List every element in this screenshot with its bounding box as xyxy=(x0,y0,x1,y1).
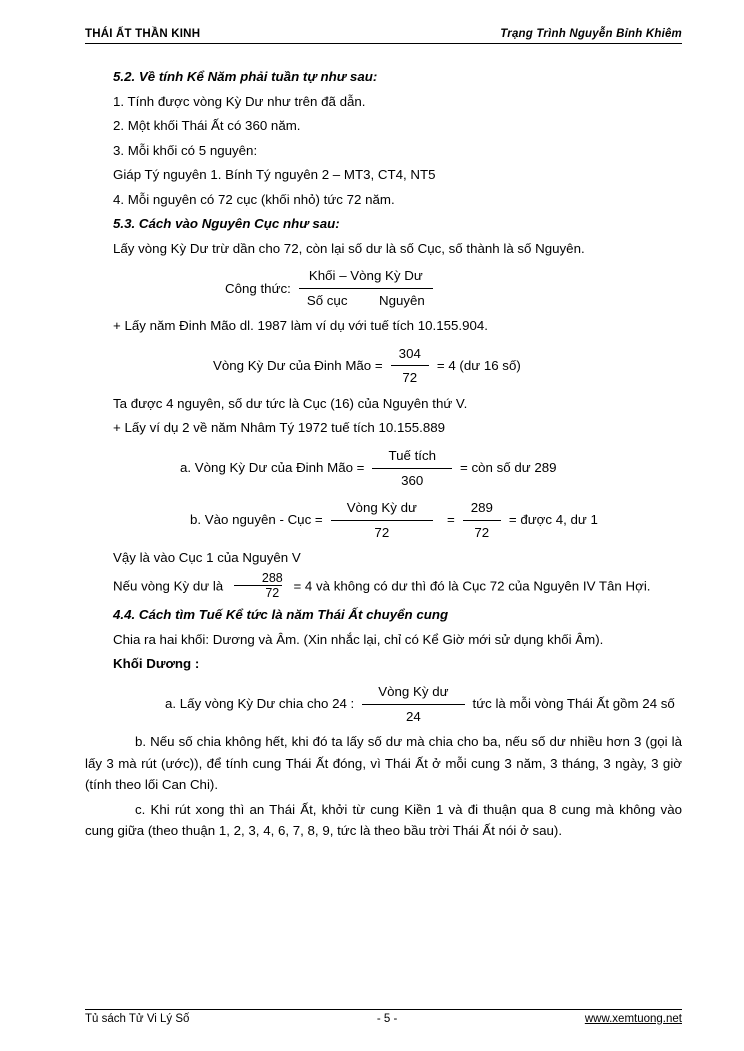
fraction-304-72 xyxy=(391,343,429,389)
heading-khoi-duong: Khối Dương : xyxy=(113,656,200,672)
fraction-khoi-vong-ky-du xyxy=(299,265,433,311)
paragraph-neu-vong-ky-du xyxy=(85,572,682,602)
fraction-denominator: 72 xyxy=(331,520,433,544)
fraction-denominator: 72 xyxy=(463,520,501,544)
fraction-denominator: 360 xyxy=(372,468,452,492)
paragraph-lay-vong-ky-du: Lấy vòng Kỳ Dư trừ dần cho 72, còn lại số dư là số Cục, số thành là số Nguyên. xyxy=(113,240,585,256)
sentence-equals: = 4 xyxy=(293,578,313,594)
footer-divider xyxy=(85,1009,682,1010)
formula-cong-thuc xyxy=(85,265,682,311)
formula-result-text: = 4 (dư 16 số) xyxy=(436,358,521,374)
paragraph-chia-ra-hai-khoi: Chia ra hai khối: Dương và Âm. (Xin nhắc lại, chỉ có Kể Giờ mới sử dụng khối Âm). xyxy=(113,631,604,647)
fraction-289-72 xyxy=(463,497,501,543)
sentence-lead: Nếu vòng Kỳ dư là xyxy=(113,578,224,594)
header-divider xyxy=(85,43,682,44)
fraction-denominator: 72 xyxy=(234,585,282,600)
paragraph-c-khi-rut-xong: c. Khi rút xong thì an Thái Ất, khởi từ cung Kiền 1 và đi thuận qua 8 cung mà không vào cung giữa (theo thuận 1, 2, 3, 4, 6, 7, 8, 9, tức là theo bầu trời Thái Ất nói ở sau). xyxy=(85,801,682,839)
formula-result-text: = được 4, dư 1 xyxy=(508,512,598,528)
fraction-vong-ky-du-24 xyxy=(362,681,464,727)
paragraph-vay-la-vao-cuc-1: Vậy là vào Cục 1 của Nguyên V xyxy=(113,550,301,566)
fraction-numerator: Tuế tích xyxy=(388,447,436,463)
sentence-tail: và không có dư thì đó là Cục 72 của Nguyên IV Tân Hợi. xyxy=(316,578,651,594)
formula-a-lay-vong-ky-du-24 xyxy=(85,681,682,727)
heading-5-3: 5.3. Cách vào Nguyên Cục như sau: xyxy=(113,216,340,232)
denominator-right: Nguyên xyxy=(378,292,425,308)
list-item-3: 3. Mỗi khối có 5 nguyên: xyxy=(113,142,258,158)
fraction-numerator: 288 xyxy=(261,570,283,585)
list-item-1: 1. Tính được vòng Kỳ Dư như trên đã dẫn. xyxy=(113,93,366,109)
formula-lead-text: b. Vào nguyên - Cục = xyxy=(190,512,323,528)
header-right-title: Trạng Trình Nguyễn Bỉnh Khiêm xyxy=(500,28,682,40)
fraction-288-72 xyxy=(231,571,286,601)
page-footer xyxy=(85,1009,682,1025)
footer-left-text: Tủ sách Tử Vi Lý Số xyxy=(85,1013,190,1025)
formula-lead-text: a. Lấy vòng Kỳ Dư chia cho 24 : xyxy=(165,696,355,712)
page-header xyxy=(85,28,682,40)
fraction-denominator xyxy=(299,288,433,312)
footer-website-link[interactable]: www.xemtuong.net xyxy=(584,1013,682,1025)
formula-vong-ky-du-dinh-mao xyxy=(85,343,682,389)
fraction-numerator: 304 xyxy=(398,345,421,361)
list-item-4: 4. Mỗi nguyên có 72 cục (khối nhỏ) tức 72 năm. xyxy=(113,191,395,207)
fraction-tue-tich-360 xyxy=(372,445,452,491)
paragraph-vi-du-2: + Lấy ví dụ 2 về năm Nhâm Tý 1972 tuế tích 10.155.889 xyxy=(113,420,446,436)
heading-4-4: 4.4. Cách tìm Tuế Kể tức là năm Thái Ất chuyển cung xyxy=(113,607,449,623)
fraction-vong-ky-du-72 xyxy=(331,497,433,543)
fraction-numerator: 289 xyxy=(470,500,493,516)
paragraph-b-neu-so-chia: b. Nếu số chia không hết, khi đó ta lấy số dư mà chia cho ba, nếu số dư nhiều hơn 3 (gọi là lấy 3 mà rút (ước)), để tính cung Thái Ất đóng, vì Thái Ất ở mỗi cung 3 năm, 3 tháng, 3 ngày, 3 giờ (tính theo lối Can Chi). xyxy=(85,734,682,793)
page-content xyxy=(85,66,682,842)
list-item-3-detail: Giáp Tý nguyên 1. Bính Tý nguyên 2 – MT3, CT4, NT5 xyxy=(113,167,436,183)
formula-result-text: = còn số dư 289 xyxy=(460,460,557,476)
equals-sign: = xyxy=(446,512,455,528)
heading-5-2: 5.2. Về tính Kể Năm phải tuần tự như sau: xyxy=(113,69,378,84)
header-left-title: THÁI ẤT THẦN KINH xyxy=(85,28,201,40)
page-number: - 5 - xyxy=(376,1013,398,1025)
fraction-numerator: Vòng Kỳ dư xyxy=(346,500,417,516)
formula-a-vong-ky-du xyxy=(85,445,682,491)
paragraph-ta-duoc-4-nguyen: Ta được 4 nguyên, số dư tức là Cục (16) của Nguyên thứ V. xyxy=(113,395,468,411)
list-item-2: 2. Một khối Thái Ất có 360 năm. xyxy=(113,118,301,134)
denominator-left: Số cục xyxy=(306,292,348,308)
formula-result-text: tức là mỗi vòng Thái Ất gồm 24 số xyxy=(472,696,675,712)
formula-lead-text: Vòng Kỳ Dư của Đinh Mão = xyxy=(213,358,383,374)
fraction-numerator: Khối – Vòng Kỳ Dư xyxy=(308,268,423,284)
fraction-denominator: 72 xyxy=(391,365,429,389)
formula-label: Công thức: xyxy=(225,280,291,296)
paragraph-vi-du-dinh-mao: + Lấy năm Đinh Mão dl. 1987 làm ví dụ với tuế tích 10.155.904. xyxy=(113,318,488,334)
fraction-numerator: Vòng Kỳ dư xyxy=(378,683,449,699)
fraction-denominator: 24 xyxy=(362,704,464,728)
formula-b-vao-nguyen-cuc xyxy=(85,497,682,543)
formula-lead-text: a. Vòng Kỳ Dư của Đinh Mão = xyxy=(180,460,365,476)
